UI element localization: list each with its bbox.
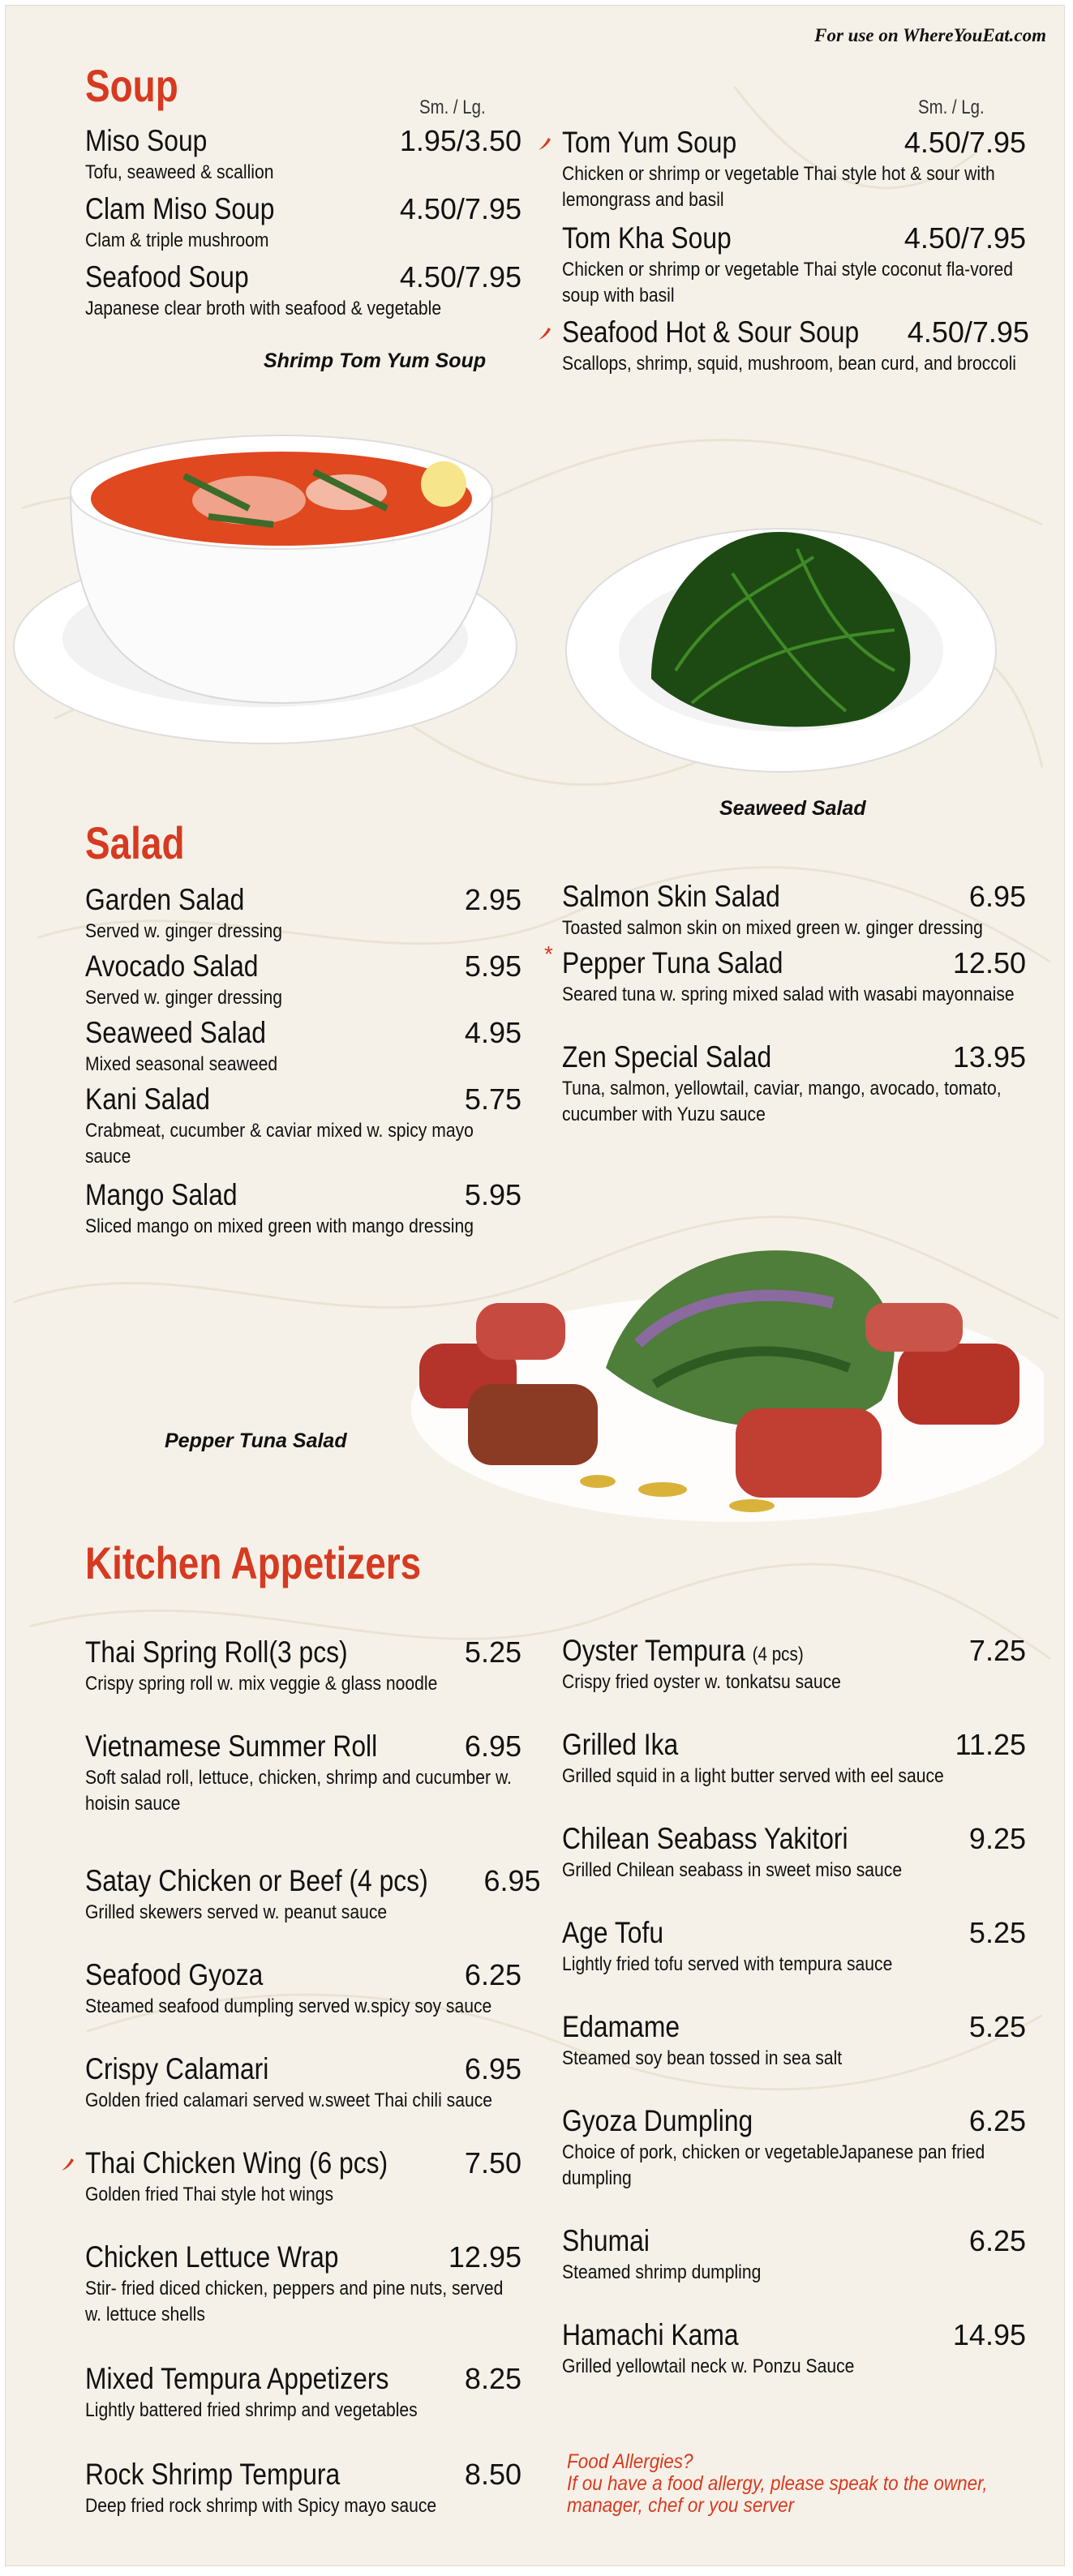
item-description: Golden fried calamari served w.sweet Thai chili sauce: [85, 2090, 493, 2111]
item-name: Salmon Skin Salad: [562, 880, 780, 913]
item-name: Hamachi Kama: [562, 2318, 739, 2351]
item-price: 13.95: [952, 1040, 1026, 1074]
menu-item: [85, 260, 521, 322]
allergy-text: If ou have a food allergy, please speak to the owner, manager, chef or you server: [567, 2472, 988, 2517]
item-description: Chicken or shrimp or vegetable Thai style hot & sour with lemongrass and basil: [562, 163, 995, 211]
menu-item: [85, 2146, 521, 2208]
chili-pepper-icon: [536, 135, 552, 152]
item-name: Edamame: [562, 2010, 680, 2043]
item-description: Lightly fried tofu served with tempura sauce: [562, 1953, 893, 1975]
credit-line: For use on WhereYouEat.com: [814, 25, 1046, 45]
menu-item: [562, 2224, 1026, 2286]
menu-item: [85, 883, 521, 945]
menu-item: [85, 1864, 541, 1926]
tom-yum-soup-photo: [6, 395, 525, 768]
item-price: 9.25: [968, 1822, 1026, 1855]
menu-item: [85, 1958, 521, 2020]
item-name: Thai Spring Roll(3 pcs): [85, 1635, 348, 1669]
chili-pepper-icon: [536, 325, 552, 341]
item-name: Age Tofu: [562, 1916, 664, 1949]
item-price: 11.25: [955, 1728, 1026, 1761]
size-header-right: Sm. / Lg.: [918, 96, 985, 118]
item-price: 14.95: [952, 2318, 1026, 2351]
menu-item: [562, 2010, 1026, 2072]
menu-item: [562, 1040, 1026, 1128]
allergy-notice: [567, 2451, 1005, 2517]
item-description: Served w. ginger dressing: [85, 987, 283, 1009]
item-description: Steamed soy bean tossed in sea salt: [562, 2047, 843, 2069]
menu-item: [85, 949, 521, 1011]
item-description: Steamed shrimp dumpling: [562, 2261, 762, 2283]
item-price: 12.95: [448, 2240, 521, 2274]
item-description: Golden fried Thai style hot wings: [85, 2184, 334, 2205]
item-name: Chicken Lettuce Wrap: [85, 2240, 339, 2274]
item-name: Clam Miso Soup: [85, 192, 275, 225]
item-name: Avocado Salad: [85, 949, 259, 983]
item-name-main: Oyster Tempura: [562, 1634, 745, 1667]
item-description: Japanese clear broth with seafood & vegetable: [85, 298, 442, 319]
item-description: Lightly battered fried shrimp and vegetables: [85, 2399, 418, 2421]
menu-item: [85, 192, 521, 254]
item-price: 6.95: [464, 2052, 521, 2085]
item-price: 4.50/7.95: [903, 126, 1026, 159]
star-mark: *: [544, 941, 553, 967]
menu-item: [562, 221, 1026, 309]
item-price: 6.25: [968, 2104, 1026, 2137]
item-description: Deep fried rock shrimp with Spicy mayo sauce: [85, 2495, 437, 2517]
item-name: Chilean Seabass Yakitori: [562, 1822, 848, 1855]
item-price: 7.25: [968, 1634, 1026, 1667]
item-description: Seared tuna w. spring mixed salad with wasabi mayonnaise: [562, 984, 1015, 1005]
section-title-salad: Salad: [85, 817, 185, 868]
menu-item: [562, 315, 1029, 377]
chili-pepper-icon: [59, 2156, 75, 2172]
photo-caption-pepper-tuna: Pepper Tuna Salad: [165, 1429, 347, 1452]
menu-item: [562, 1728, 1026, 1789]
item-description: Served w. ginger dressing: [85, 920, 283, 942]
item-name: Seafood Soup: [85, 260, 249, 294]
item-description: Mixed seasonal seaweed: [85, 1053, 278, 1075]
menu-item: [562, 2318, 1026, 2380]
item-name: Vietnamese Summer Roll: [85, 1729, 378, 1763]
item-price: 4.50/7.95: [399, 260, 521, 294]
menu-item: [85, 2240, 521, 2328]
item-price: 5.95: [464, 949, 521, 983]
item-price: 6.25: [968, 2224, 1026, 2257]
item-description: Steamed seafood dumpling served w.spicy soy sauce: [85, 1995, 492, 2017]
pepper-tuna-salad-photo: [395, 1222, 1044, 1530]
size-header-left: Sm. / Lg.: [419, 96, 486, 118]
item-name: Mango Salad: [85, 1178, 238, 1211]
item-price: 4.50/7.95: [907, 315, 1029, 349]
item-price: 5.75: [464, 1082, 521, 1116]
menu-item: [85, 1082, 521, 1170]
item-price: 6.95: [464, 1729, 521, 1763]
menu-item: [562, 1916, 1026, 1978]
item-description: Tofu, seaweed & scallion: [85, 161, 274, 183]
item-price: 7.50: [464, 2146, 521, 2180]
menu-item: [562, 880, 1026, 941]
item-price: 8.25: [464, 2362, 521, 2395]
menu-item: [85, 2458, 521, 2519]
item-name-qty: (4 pcs): [752, 1644, 804, 1665]
item-description: Scallops, shrimp, squid, mushroom, bean curd, and broccoli: [562, 353, 1016, 375]
menu-item: [85, 1729, 521, 1817]
item-name: Tom Kha Soup: [562, 221, 732, 255]
item-price: 6.95: [483, 1864, 541, 1897]
item-name: Seaweed Salad: [85, 1016, 266, 1049]
item-price: 4.50/7.95: [399, 192, 521, 225]
item-name: Miso Soup: [85, 124, 208, 157]
item-description: Grilled yellowtail neck w. Ponzu Sauce: [562, 2355, 855, 2377]
allergy-title: Food Allergies?: [567, 2450, 693, 2473]
menu-item: [85, 2362, 521, 2424]
menu-item: [544, 941, 1026, 1008]
menu-item: [562, 2104, 1026, 2192]
item-name: Zen Special Salad: [562, 1040, 772, 1074]
item-description: Crabmeat, cucumber & caviar mixed w. spicy mayo sauce: [85, 1120, 474, 1168]
item-name: Rock Shrimp Tempura: [85, 2458, 341, 2491]
menu-item: [85, 1016, 521, 1078]
item-price: 4.50/7.95: [903, 221, 1026, 255]
item-description: Choice of pork, chicken or vegetableJapanese pan fried dumpling: [562, 2141, 985, 2189]
menu-page: [5, 5, 1065, 2566]
item-price: 5.95: [464, 1178, 521, 1211]
item-price: 2.95: [464, 883, 521, 916]
menu-item: [562, 1634, 1026, 1695]
photo-caption-soup: Shrimp Tom Yum Soup: [264, 349, 487, 372]
item-price: 1.95/3.50: [399, 124, 521, 157]
item-price: 12.50: [952, 946, 1026, 979]
menu-item: [85, 1635, 521, 1697]
menu-item: [562, 1822, 1026, 1884]
item-name: Thai Chicken Wing (6 pcs): [85, 2146, 388, 2180]
item-name: Tom Yum Soup: [562, 126, 737, 159]
item-price: 4.95: [464, 1016, 521, 1049]
section-title-soup: Soup: [85, 60, 178, 111]
item-price: 5.25: [968, 1916, 1026, 1949]
item-price: 6.95: [968, 880, 1026, 913]
menu-item: [562, 126, 1026, 213]
section-title-appetizers: Kitchen Appetizers: [85, 1537, 422, 1588]
item-description: Soft salad roll, lettuce, chicken, shrimp and cucumber w. hoisin sauce: [85, 1767, 512, 1815]
item-description: Toasted salmon skin on mixed green w. ginger dressing: [562, 917, 983, 939]
item-price: 8.50: [464, 2458, 521, 2491]
item-description: Tuna, salmon, yellowtail, caviar, mango, avocado, tomato, cucumber with Yuzu sauce: [562, 1078, 1002, 1125]
item-description: Sliced mango on mixed green with mango dressing: [85, 1215, 474, 1237]
item-name: Kani Salad: [85, 1082, 210, 1116]
item-name: Seafood Gyoza: [85, 1958, 264, 1991]
item-name: Crispy Calamari: [85, 2052, 269, 2085]
item-description: Grilled skewers served w. peanut sauce: [85, 1901, 388, 1923]
item-description: Grilled Chilean seabass in sweet miso sauce: [562, 1859, 903, 1881]
item-description: Clam & triple mushroom: [85, 229, 269, 251]
item-description: Crispy fried oyster w. tonkatsu sauce: [562, 1671, 841, 1693]
item-price: 5.25: [464, 1635, 521, 1669]
menu-item: [85, 124, 521, 186]
seaweed-salad-photo: [554, 508, 1008, 800]
item-description: Crispy spring roll w. mix veggie & glass noodle: [85, 1673, 438, 1695]
item-description: Stir- fried diced chicken, peppers and pine nuts, served w. lettuce shells: [85, 2278, 504, 2325]
item-name: Satay Chicken or Beef (4 pcs): [85, 1864, 428, 1897]
item-name: Pepper Tuna Salad: [562, 946, 783, 979]
item-name: Mixed Tempura Appetizers: [85, 2362, 389, 2395]
menu-item: [85, 2052, 521, 2114]
item-price: 6.25: [464, 1958, 521, 1991]
item-name: Gyoza Dumpling: [562, 2104, 753, 2137]
photo-caption-seaweed: Seaweed Salad: [719, 797, 866, 820]
item-description: Grilled squid in a light butter served with eel sauce: [562, 1765, 944, 1787]
item-name: Garden Salad: [85, 883, 245, 916]
item-name: Shumai: [562, 2224, 650, 2257]
item-name: Grilled Ika: [562, 1728, 679, 1761]
item-name: Seafood Hot & Sour Soup: [562, 315, 860, 349]
item-description: Chicken or shrimp or vegetable Thai style coconut fla-vored soup with basil: [562, 259, 1014, 306]
item-name: [562, 1634, 804, 1668]
item-price: 5.25: [968, 2010, 1026, 2043]
